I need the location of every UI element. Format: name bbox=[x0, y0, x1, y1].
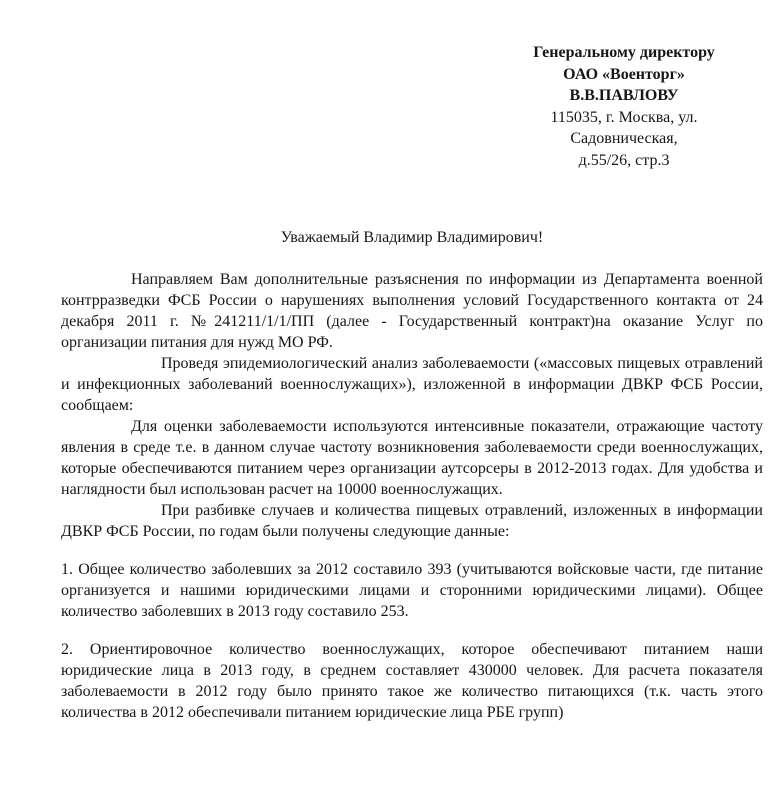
list-item-2: 2. Ориентировочное количество военнослужащих, которое обеспечивают питанием наши юридические лица в 2013 году, в среднем составляет 430000 человек. Для расчета показателя заболеваемости в 2012 году было принято такое же количество питающихся (т.к. часть этого количества в 2012 обеспечивали питанием юридические лица РБЕ групп) bbox=[61, 641, 763, 721]
recipient-address-line-1: 115035, г. Москва, ул. bbox=[550, 108, 698, 126]
recipient-position: Генеральному директору bbox=[533, 44, 715, 61]
recipient-block bbox=[478, 42, 770, 171]
recipient-address-line-2: Садовническая, bbox=[570, 130, 678, 147]
recipient-name: В.В.ПАВЛОВУ bbox=[569, 87, 679, 104]
salutation: Уважаемый Владимир Владимирович! bbox=[280, 229, 544, 246]
paragraph-methodology: Для оценки заболеваемости используются интенсивные показатели, отражающие частоту явления в среде т.е. в данном случае частоту возникновения заболеваемости среди военнослужащих, которые обеспечиваются питанием через организации аутсорсеры в 2012-2013 годах. Для удобства и наглядности был использован расчет на 10000 военнослужащих. bbox=[61, 418, 763, 498]
recipient-organization: ОАО «Военторг» bbox=[563, 65, 685, 83]
recipient-address-line-3: д.55/26, стр.3 bbox=[578, 151, 670, 169]
letter-body bbox=[61, 227, 763, 723]
paragraph-intro: Направляем Вам дополнительные разъяснения по информации из Департамента военной контрразведки ФСБ России о нарушениях выполнения условий Государственного контакта от 24 декабря 2011 г. №241211/1/1/ПП (далее - Государственный контракт)на оказание Услуг по организации питания для нужд МО РФ. bbox=[61, 271, 763, 351]
paragraph-analysis: Проведя эпидемиологический анализ заболеваемости («массовых пищевых отравлений и инфекционных заболеваний военнослужащих»), изложенной в информации ДВКР ФСБ России, сообщаем: bbox=[61, 355, 763, 414]
list-item-1: 1. Общее количество заболевших за 2012 составило 393 (учитываются войсковые части, где питание организуется и нашими юридическими лицами и сторонними юридическими лицами). Общее количество заболевших в 2013 году составило 253. bbox=[61, 561, 763, 620]
paragraph-breakdown-intro: При разбивке случаев и количества пищевых отравлений, изложенных в информации ДВКР ФСБ России, по годам были получены следующие данные: bbox=[61, 502, 763, 540]
